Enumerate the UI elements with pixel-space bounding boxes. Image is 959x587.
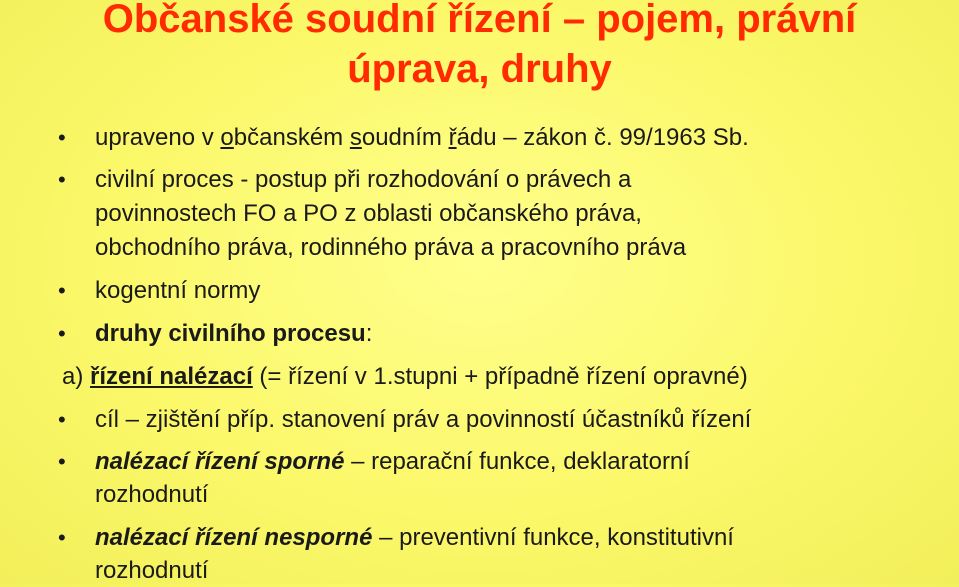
list-item-text [62, 360, 748, 393]
underlined-term: řízení nalézací [90, 363, 253, 390]
bullet-icon: • [58, 525, 66, 550]
list-item-text [95, 121, 749, 154]
emphasized-term: nalézací řízení sporné [95, 448, 345, 475]
list-item-text: kogentní normy [95, 277, 261, 304]
text-segment: oudním [361, 124, 449, 151]
text-segment: bčanském [233, 124, 350, 151]
list-item-text-line-2: rozhodnutí [95, 557, 209, 584]
list-item-text [95, 445, 690, 478]
text-segment: – preventivní funkce, konstitutivní [372, 524, 734, 551]
emphasized-term: nalézací řízení nesporné [95, 524, 373, 551]
slide-title [0, 0, 959, 94]
list-item-text: cíl – zjištění příp. stanovení práv a povinností účastníků řízení [95, 406, 752, 433]
bullet-icon: • [58, 167, 66, 192]
underlined-letter: o [220, 124, 234, 151]
text-segment: ádu – zákon č. 99/1963 Sb. [456, 124, 749, 151]
bullet-icon: • [58, 321, 66, 346]
text-segment: – reparační funkce, deklaratorní [344, 448, 690, 475]
slide-title-line-1: Občanské soudní řízení – pojem, právní [102, 0, 857, 41]
text-segment: : [365, 320, 373, 347]
list-item-text [95, 521, 734, 554]
bullet-icon: • [58, 278, 66, 303]
bullet-icon: • [58, 125, 66, 150]
slide-title-line-2: úprava, druhy [347, 47, 612, 91]
text-segment: upraveno v [95, 124, 221, 151]
list-item-text-line-2: povinnostech FO a PO z oblasti občanského práva, [95, 200, 642, 227]
list-item-text-line-2: rozhodnutí [95, 481, 209, 508]
list-item-text [95, 317, 372, 350]
text-segment: a) [62, 363, 91, 390]
list-item-text-line-3: obchodního práva, rodinného práva a pracovního práva [95, 234, 687, 261]
bullet-icon: • [58, 407, 66, 432]
underlined-letter: s [349, 124, 362, 151]
bold-heading: druhy civilního procesu [95, 320, 366, 347]
text-segment: (= řízení v 1.stupni + případně řízení opravné) [252, 363, 748, 390]
bullet-icon: • [58, 449, 66, 474]
underlined-letter: ř [448, 124, 457, 151]
list-item-text-line-1: civilní proces - postup při rozhodování o právech a [95, 166, 632, 193]
